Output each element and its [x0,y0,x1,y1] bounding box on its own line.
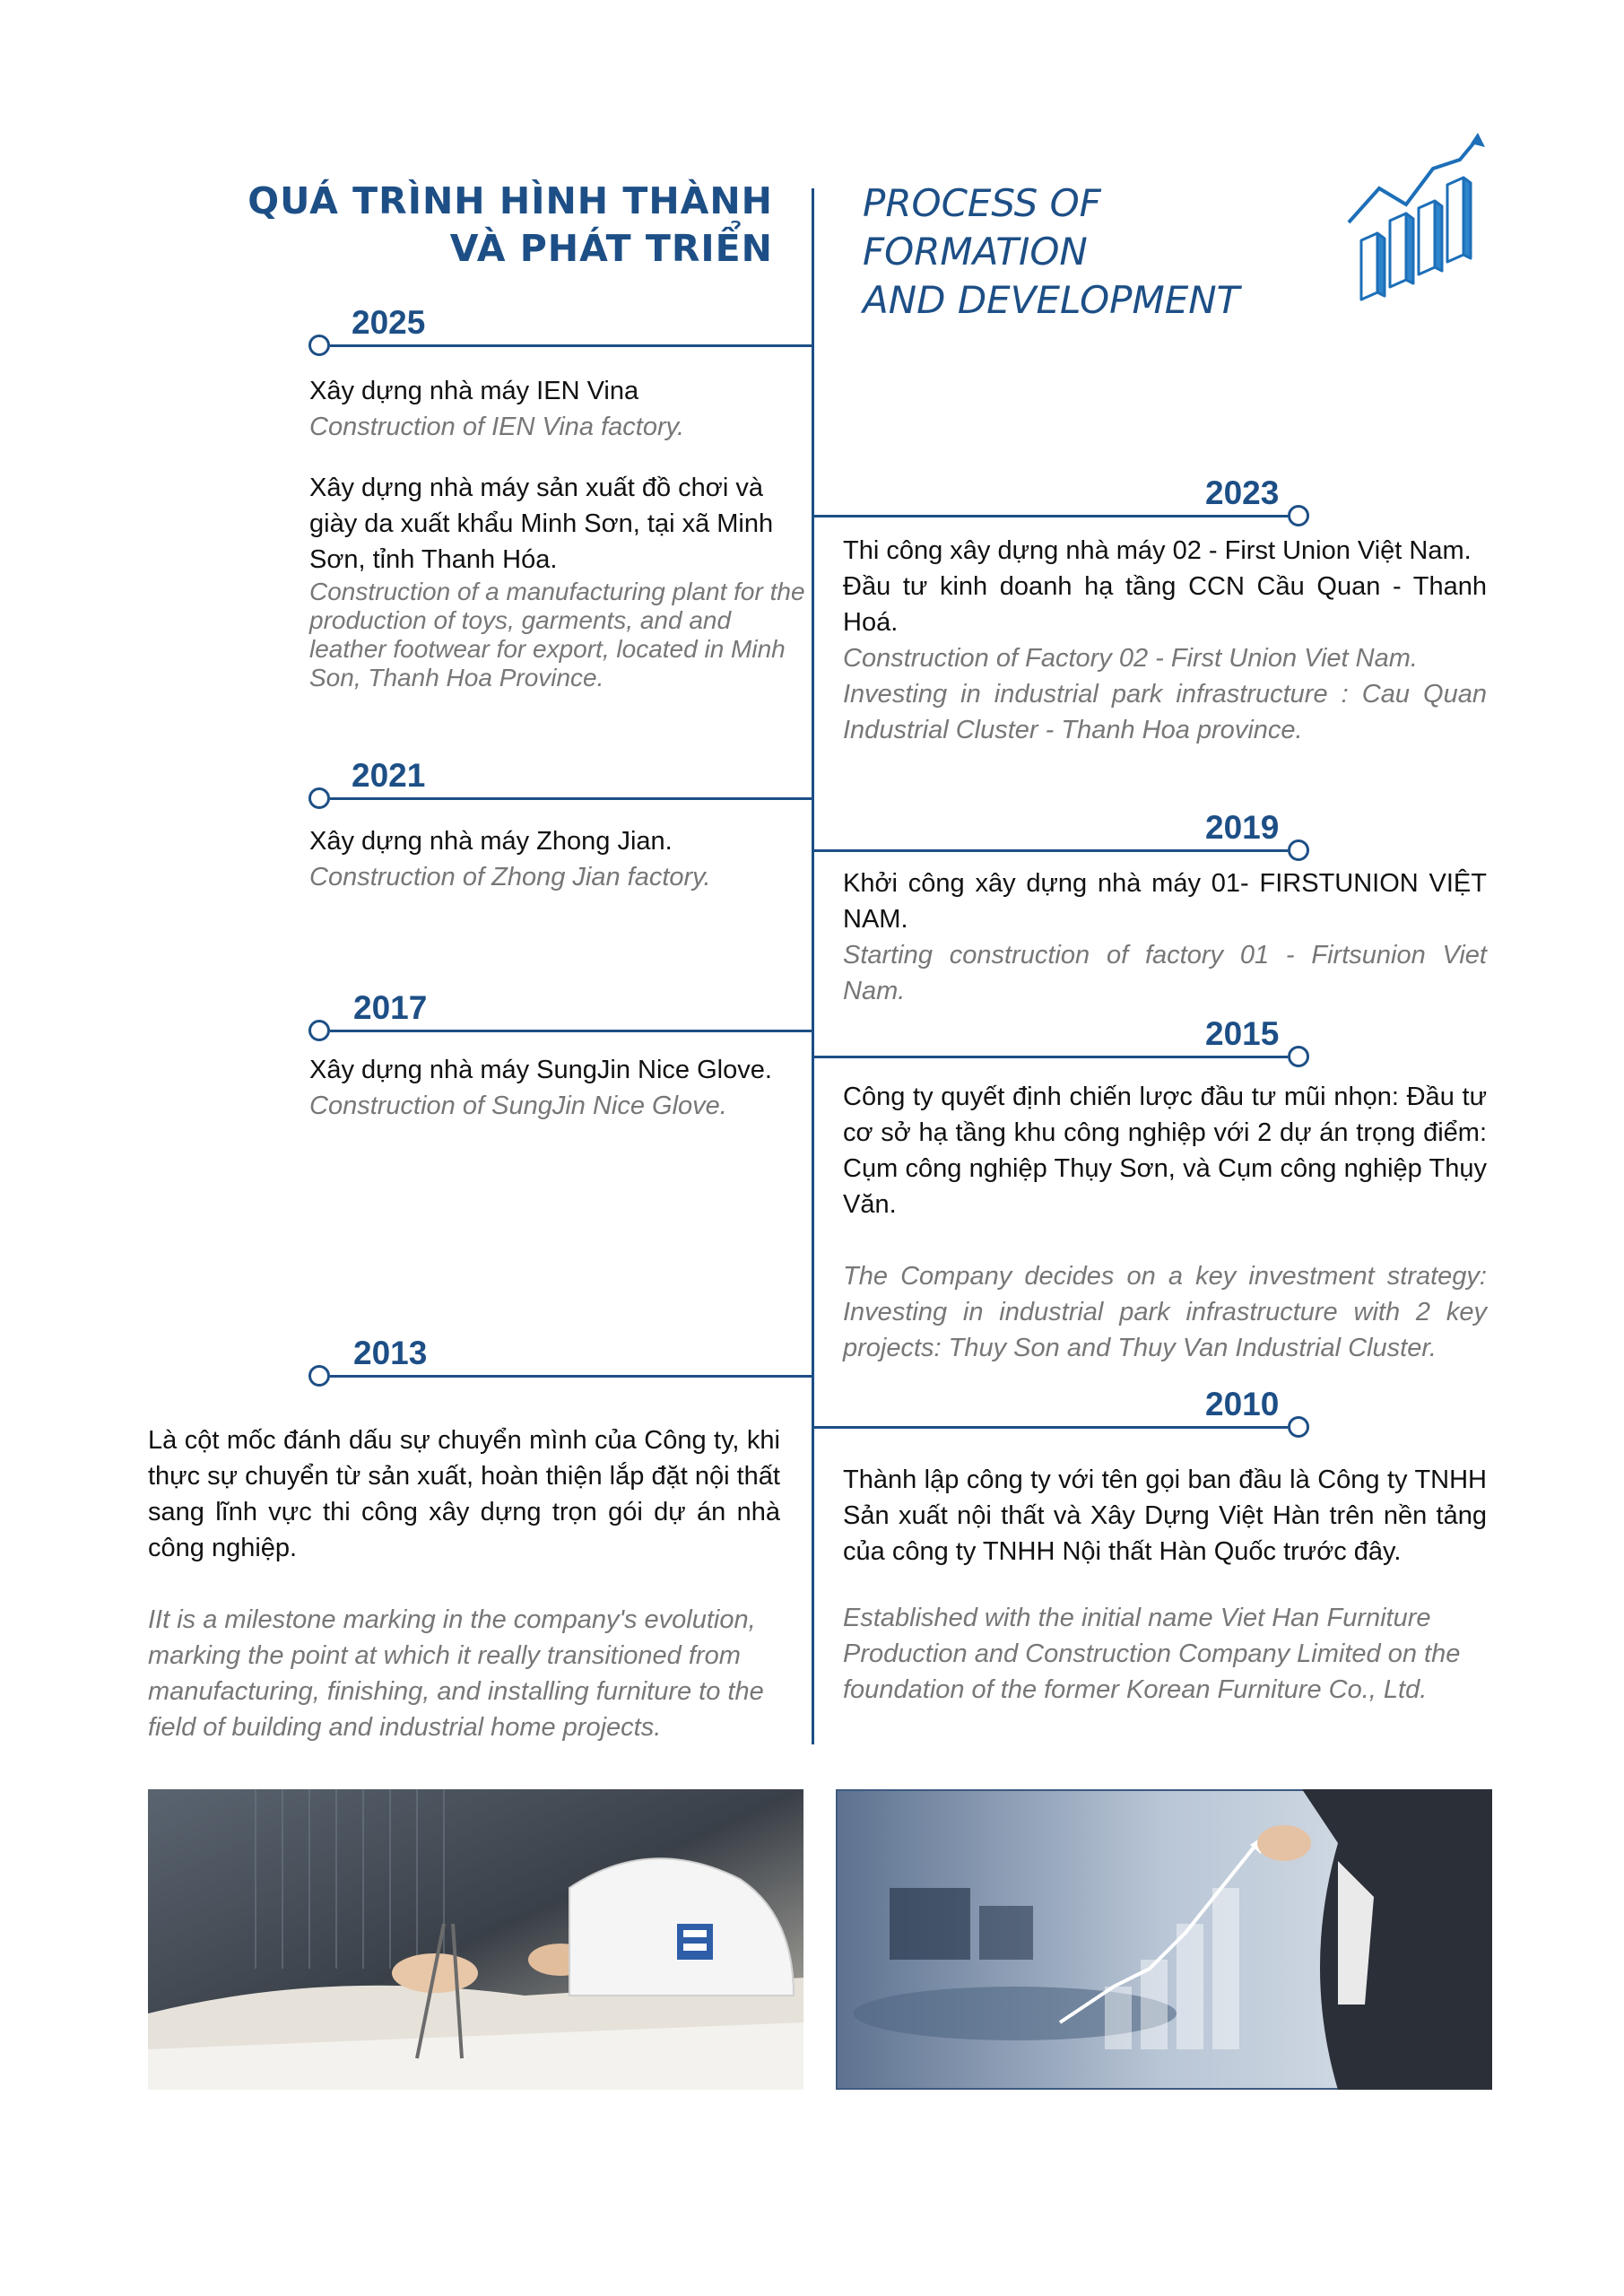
year-2025: 2025 [352,304,426,341]
entry-2013-en: IIt is a milestone marking in the company's evolution, marking the point at which it really transitioned from manufacturing, finishing, and installing furniture to the field of building and industrial home projects. [148,1605,764,1742]
timeline-node-2017 [308,1020,330,1041]
entry-2017-vn: Xây dựng nhà máy SungJin Nice Glove. [309,1056,772,1084]
entry-2023-vn-2: Đầu tư kinh doanh hạ tầng CCN Cầu Quan - Thanh Hoá. [843,572,1487,637]
page-title-en [863,179,1329,325]
timeline-spine [812,188,814,1744]
entry-2025 [309,373,812,692]
timeline-node-2021 [308,787,330,809]
timeline-connector-2021 [330,797,812,800]
entry-2023-en-1: Construction of Factory 02 - First Union Viet Nam. [843,644,1418,673]
entry-2025-en-2: Construction of a manufacturing plant for the production of toys, garments, and and leather footwear for export, located in Minh Son, Thanh Hoa Province. [309,578,805,691]
timeline-connector-2017 [330,1030,812,1032]
entry-2013 [148,1422,780,1745]
entry-2017 [309,1052,812,1124]
business-growth-photo [836,1789,1492,2090]
timeline-connector-2019 [812,849,1288,852]
entry-2013-vn: Là cột mốc đánh dấu sự chuyển mình của Công ty, khi thực sự chuyển từ sản xuất, hoàn thiện lắp đặt nội thất sang lĩnh vực thi công xây dựng trọn gói dự án nhà công nghiệp. [148,1426,780,1562]
title-vn-line2: VÀ PHÁT TRIỂN [449,227,773,270]
entry-2017-en: Construction of SungJin Nice Glove. [309,1091,727,1120]
year-2013: 2013 [353,1335,428,1371]
timeline-node-2025 [308,335,330,356]
timeline-node-2013 [308,1365,330,1387]
year-2019: 2019 [1205,809,1280,846]
entry-2019 [843,865,1487,1009]
entry-2019-vn: Khởi công xây dựng nhà máy 01- FIRSTUNION VIỆT NAM. [843,869,1487,934]
timeline-node-2015 [1288,1046,1309,1067]
entry-2023-en-2: Investing in industrial park infrastructure : Cau Quan Industrial Cluster - Thanh Hoa province. [843,680,1487,744]
title-vn-line1: QUÁ TRÌNH HÌNH THÀNH [248,179,773,222]
timeline-connector-2025 [330,344,812,347]
year-2017: 2017 [353,989,428,1026]
timeline-node-2019 [1288,839,1309,861]
entry-2010-vn: Thành lập công ty với tên gọi ban đầu là Công ty TNHH Sản xuất nội thất và Xây Dựng Việt Hàn trên nền tảng của công ty TNHH Nội thất Hàn Quốc trước đây. [843,1465,1487,1566]
timeline-connector-2023 [812,515,1288,517]
timeline-node-2023 [1288,505,1309,526]
year-2021: 2021 [352,757,426,794]
entry-2015-en: The Company decides on a key investment strategy: Investing in industrial park infrastructure with 2 key projects: Thuy Son and Thuy Van Industrial Cluster. [843,1262,1487,1362]
timeline-connector-2010 [812,1426,1288,1429]
timeline-connector-2015 [812,1056,1288,1058]
entry-2015-vn: Công ty quyết định chiến lược đầu tư mũi nhọn: Đầu tư cơ sở hạ tầng khu công nghiệp với 2 dự án trọng điểm: Cụm công nghiệp Thụy Sơn, và Cụm công nghiệp Thụy Văn. [843,1083,1487,1219]
title-en-line2: AND DEVELOPMENT [863,278,1240,322]
entry-2021-vn: Xây dựng nhà máy Zhong Jian. [309,827,673,856]
entry-2021 [309,823,812,895]
timeline-connector-2013 [330,1375,812,1378]
entry-2023 [843,533,1487,748]
entry-2023-vn-1: Thi công xây dựng nhà máy 02 - First Union Việt Nam. [843,536,1472,565]
year-2010: 2010 [1205,1386,1280,1422]
entry-2025-vn-2: Xây dựng nhà máy sản xuất đồ chơi và giày da xuất khẩu Minh Sơn, tại xã Minh Sơn, tỉnh Thanh Hóa. [309,474,774,574]
timeline-node-2010 [1288,1416,1309,1438]
page-title-vn [215,178,773,273]
entry-2015 [843,1079,1487,1366]
entry-2019-en: Starting construction of factory 01 - Firtsunion Viet Nam. [843,941,1487,1005]
year-2023: 2023 [1205,474,1280,511]
growth-chart-icon [1343,133,1487,303]
engineer-drafting-photo [148,1789,803,2090]
year-2015: 2015 [1205,1015,1280,1052]
entry-2025-en-1: Construction of IEN Vina factory. [309,413,685,441]
entry-2025-vn-1: Xây dựng nhà máy IEN Vina [309,377,639,405]
title-en-line1: PROCESS OF FORMATION [863,181,1101,274]
entry-2010 [843,1462,1487,1708]
entry-2021-en: Construction of Zhong Jian factory. [309,863,711,891]
entry-2010-en: Established with the initial name Viet Han Furniture Production and Construction Company Limited on the foundation of the former Korean Furniture Co., Ltd. [843,1604,1461,1704]
